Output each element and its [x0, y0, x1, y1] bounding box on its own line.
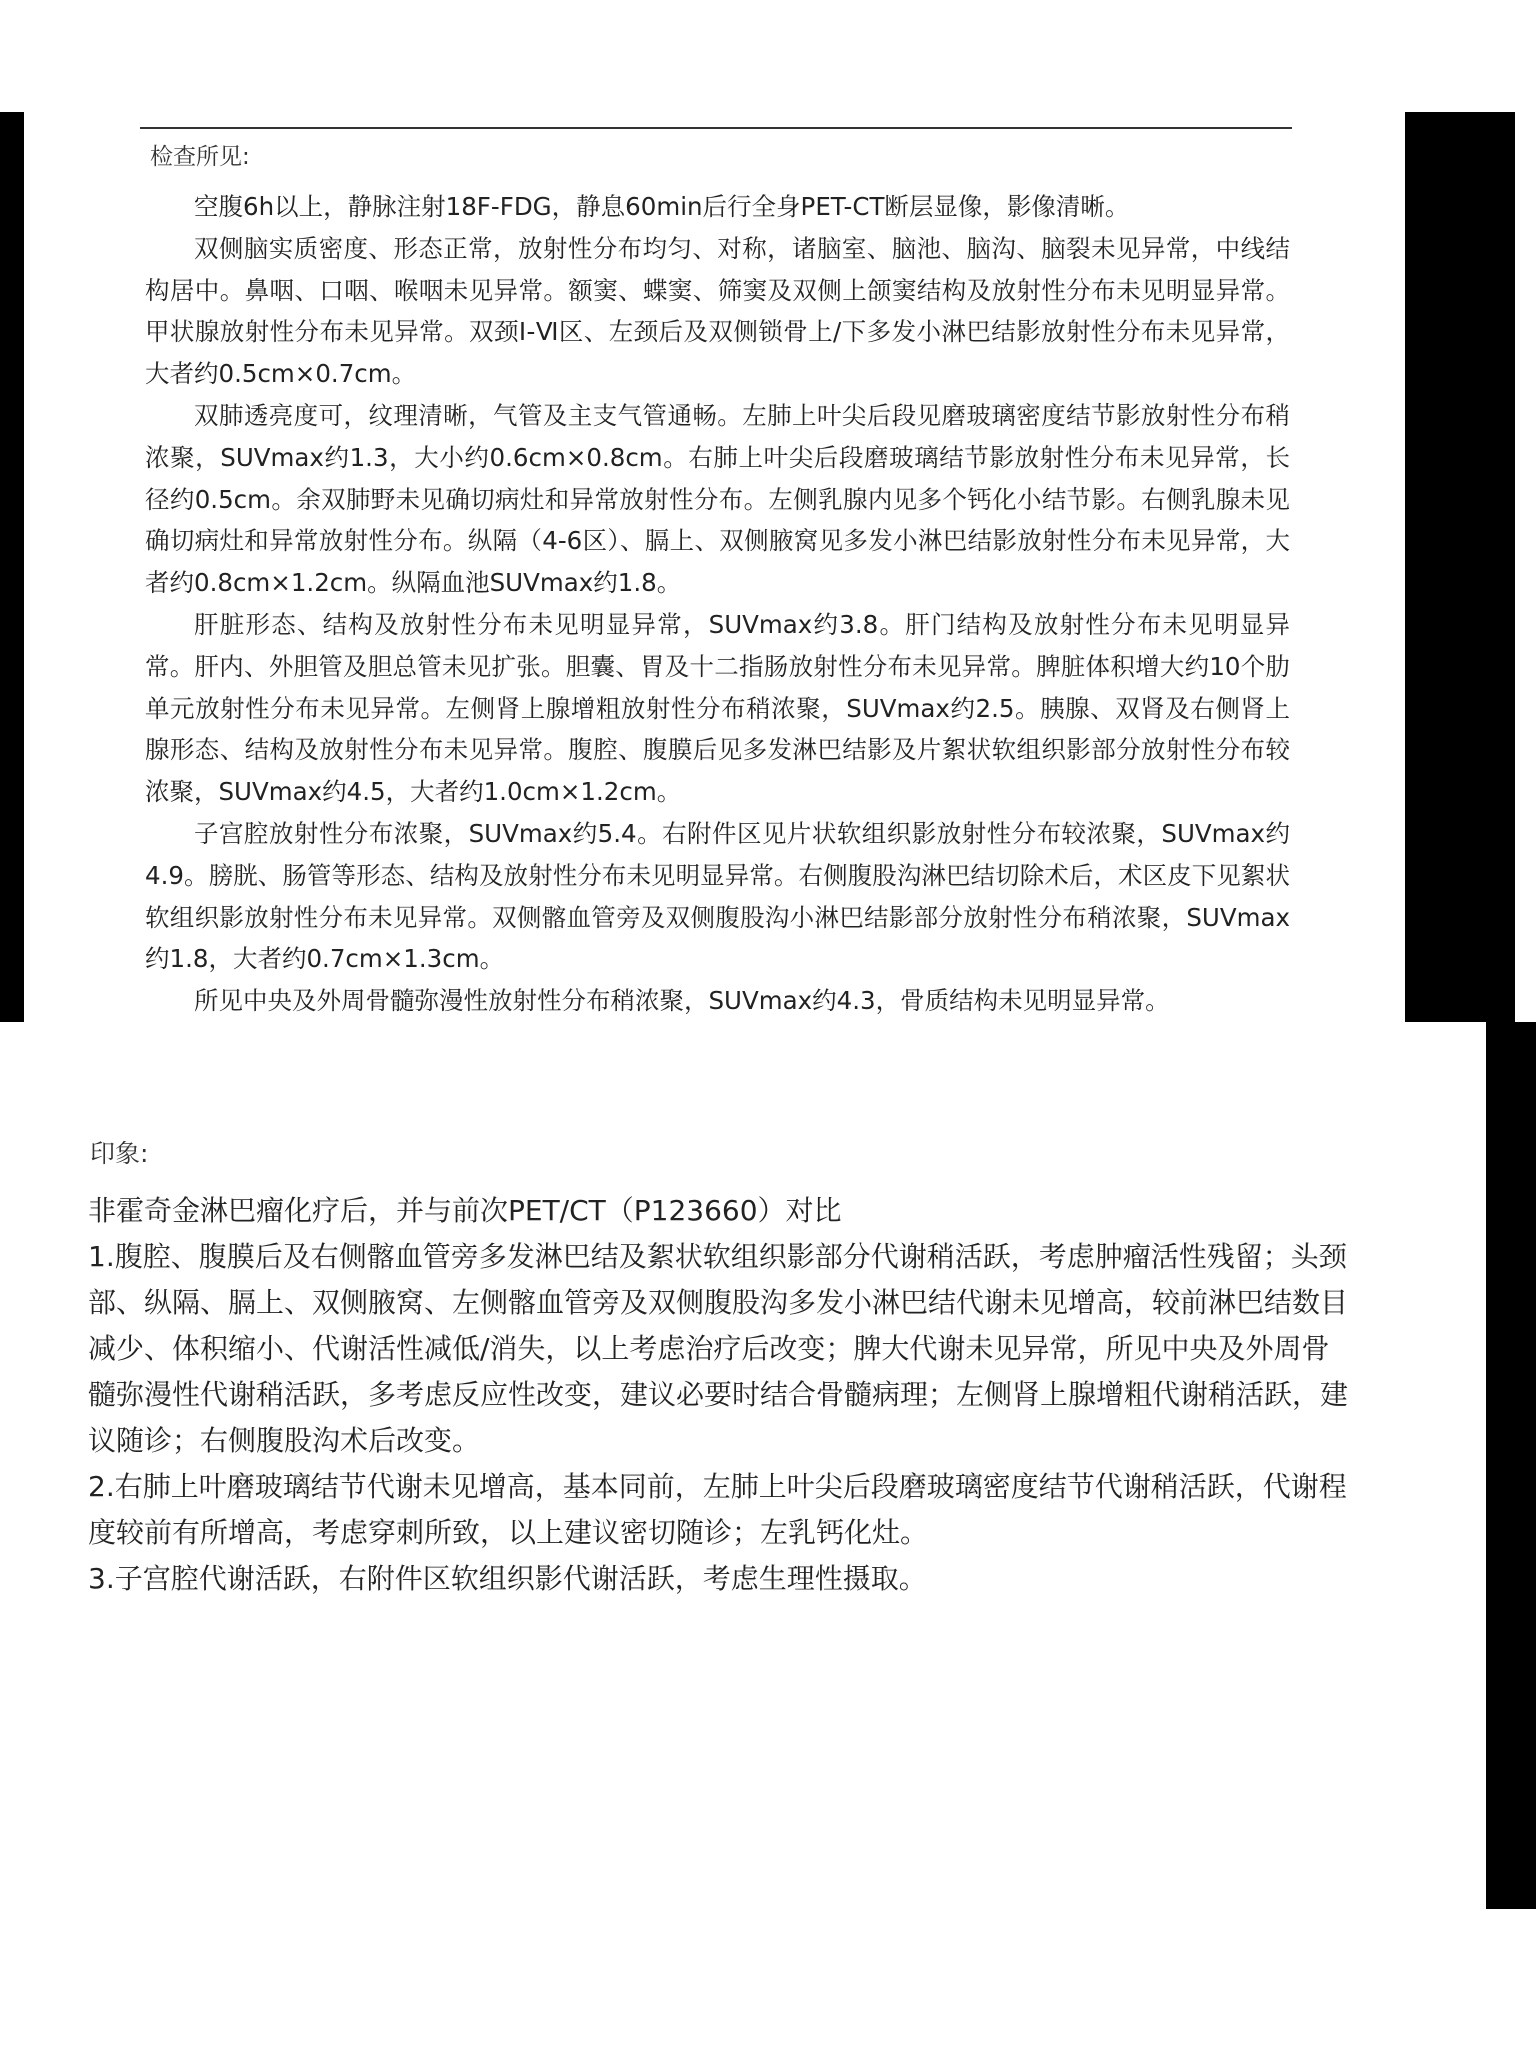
impression-line: 3.子宫腔代谢活跃，右附件区软组织影代谢活跃，考虑生理性摄取。: [88, 1562, 927, 1595]
scan-border-right-upper: [1405, 112, 1515, 1022]
findings-paragraph: 空腹6h以上，静脉注射18F-FDG，静息60min后行全身PET-CT断层显像，影像清晰。: [194, 192, 1130, 221]
findings-heading: 检查所见:: [150, 144, 250, 170]
findings-paragraph: 肝脏形态、结构及放射性分布未见明显异常，SUVmax约3.8。肝门结构及放射性分布未见明显异常。肝内、外胆管及胆总管未见扩张。胆囊、胃及十二指肠放射性分布未见异常。脾脏体积增大约10个肋单元放射性分布未见异常。左侧肾上腺增粗放射性分布稍浓聚，SUVmax约2.5。胰腺、双肾及右侧肾上腺形态、结构及放射性分布未见异常。腹腔、腹膜后见多发淋巴结影及片絮状软组织影部分放射性分布较浓聚，SUVmax约4.5，大者约1.0cm×1.2cm。: [145, 609, 1290, 807]
impression-body: [88, 1188, 1348, 1602]
impression-line: 1.腹腔、腹膜后及右侧髂血管旁多发淋巴结及絮状软组织影部分代谢稍活跃，考虑肿瘤活性残留；头颈部、纵隔、膈上、双侧腋窝、左侧髂血管旁及双侧腹股沟多发小淋巴结代谢未见增高，较前淋巴结数目减少、体积缩小、代谢活性减低/消失，以上考虑治疗后改变；脾大代谢未见异常，所见中央及外周骨髓弥漫性代谢稍活跃，多考虑反应性改变，建议必要时结合骨髓病理；左侧肾上腺增粗代谢稍活跃，建议随诊；右侧腹股沟术后改变。: [88, 1240, 1349, 1457]
findings-paragraph: 子宫腔放射性分布浓聚，SUVmax约5.4。右附件区见片状软组织影放射性分布较浓聚，SUVmax约4.9。膀胱、肠管等形态、结构及放射性分布未见明显异常。右侧腹股沟淋巴结切除术后，术区皮下见絮状软组织影放射性分布未见异常。双侧髂血管旁及双侧腹股沟小淋巴结影部分放射性分布稍浓聚，SUVmax约1.8，大者约0.7cm×1.3cm。: [145, 818, 1290, 974]
findings-paragraph: 双肺透亮度可，纹理清晰，气管及主支气管通畅。左肺上叶尖后段见磨玻璃密度结节影放射性分布稍浓聚，SUVmax约1.3，大小约0.6cm×0.8cm。右肺上叶尖后段磨玻璃结节影放射性分布未见异常，长径约0.5cm。余双肺野未见确切病灶和异常放射性分布。左侧乳腺内见多个钙化小结节影。右侧乳腺未见确切病灶和异常放射性分布。纵隔（4-6区）、膈上、双侧腋窝见多发小淋巴结影放射性分布未见异常，大者约0.8cm×1.2cm。纵隔血池SUVmax约1.8。: [145, 400, 1290, 598]
findings-body: [145, 186, 1290, 1022]
findings-paragraph: 双侧脑实质密度、形态正常，放射性分布均匀、对称，诸脑室、脑池、脑沟、脑裂未见异常，中线结构居中。鼻咽、口咽、喉咽未见异常。额窦、蝶窦、筛窦及双侧上颌窦结构及放射性分布未见明显异常。甲状腺放射性分布未见异常。双颈Ⅰ-Ⅵ区、左颈后及双侧锁骨上/下多发小淋巴结影放射性分布未见异常，大者约0.5cm×0.7cm。: [145, 233, 1290, 389]
scan-border-right-lower: [1486, 1022, 1536, 1909]
section-divider: [140, 127, 1292, 129]
impression-line: 非霍奇金淋巴瘤化疗后，并与前次PET/CT（P123660）对比: [88, 1194, 842, 1227]
findings-paragraph: 所见中央及外周骨髓弥漫性放射性分布稍浓聚，SUVmax约4.3，骨质结构未见明显异常。: [194, 986, 1170, 1016]
scan-border-left: [0, 112, 24, 1022]
impression-heading: 印象:: [90, 1139, 149, 1168]
impression-line: 2.右肺上叶磨玻璃结节代谢未见增高，基本同前，左肺上叶尖后段磨玻璃密度结节代谢稍活跃，代谢程度较前有所增高，考虑穿刺所致，以上建议密切随诊；左乳钙化灶。: [88, 1470, 1347, 1549]
